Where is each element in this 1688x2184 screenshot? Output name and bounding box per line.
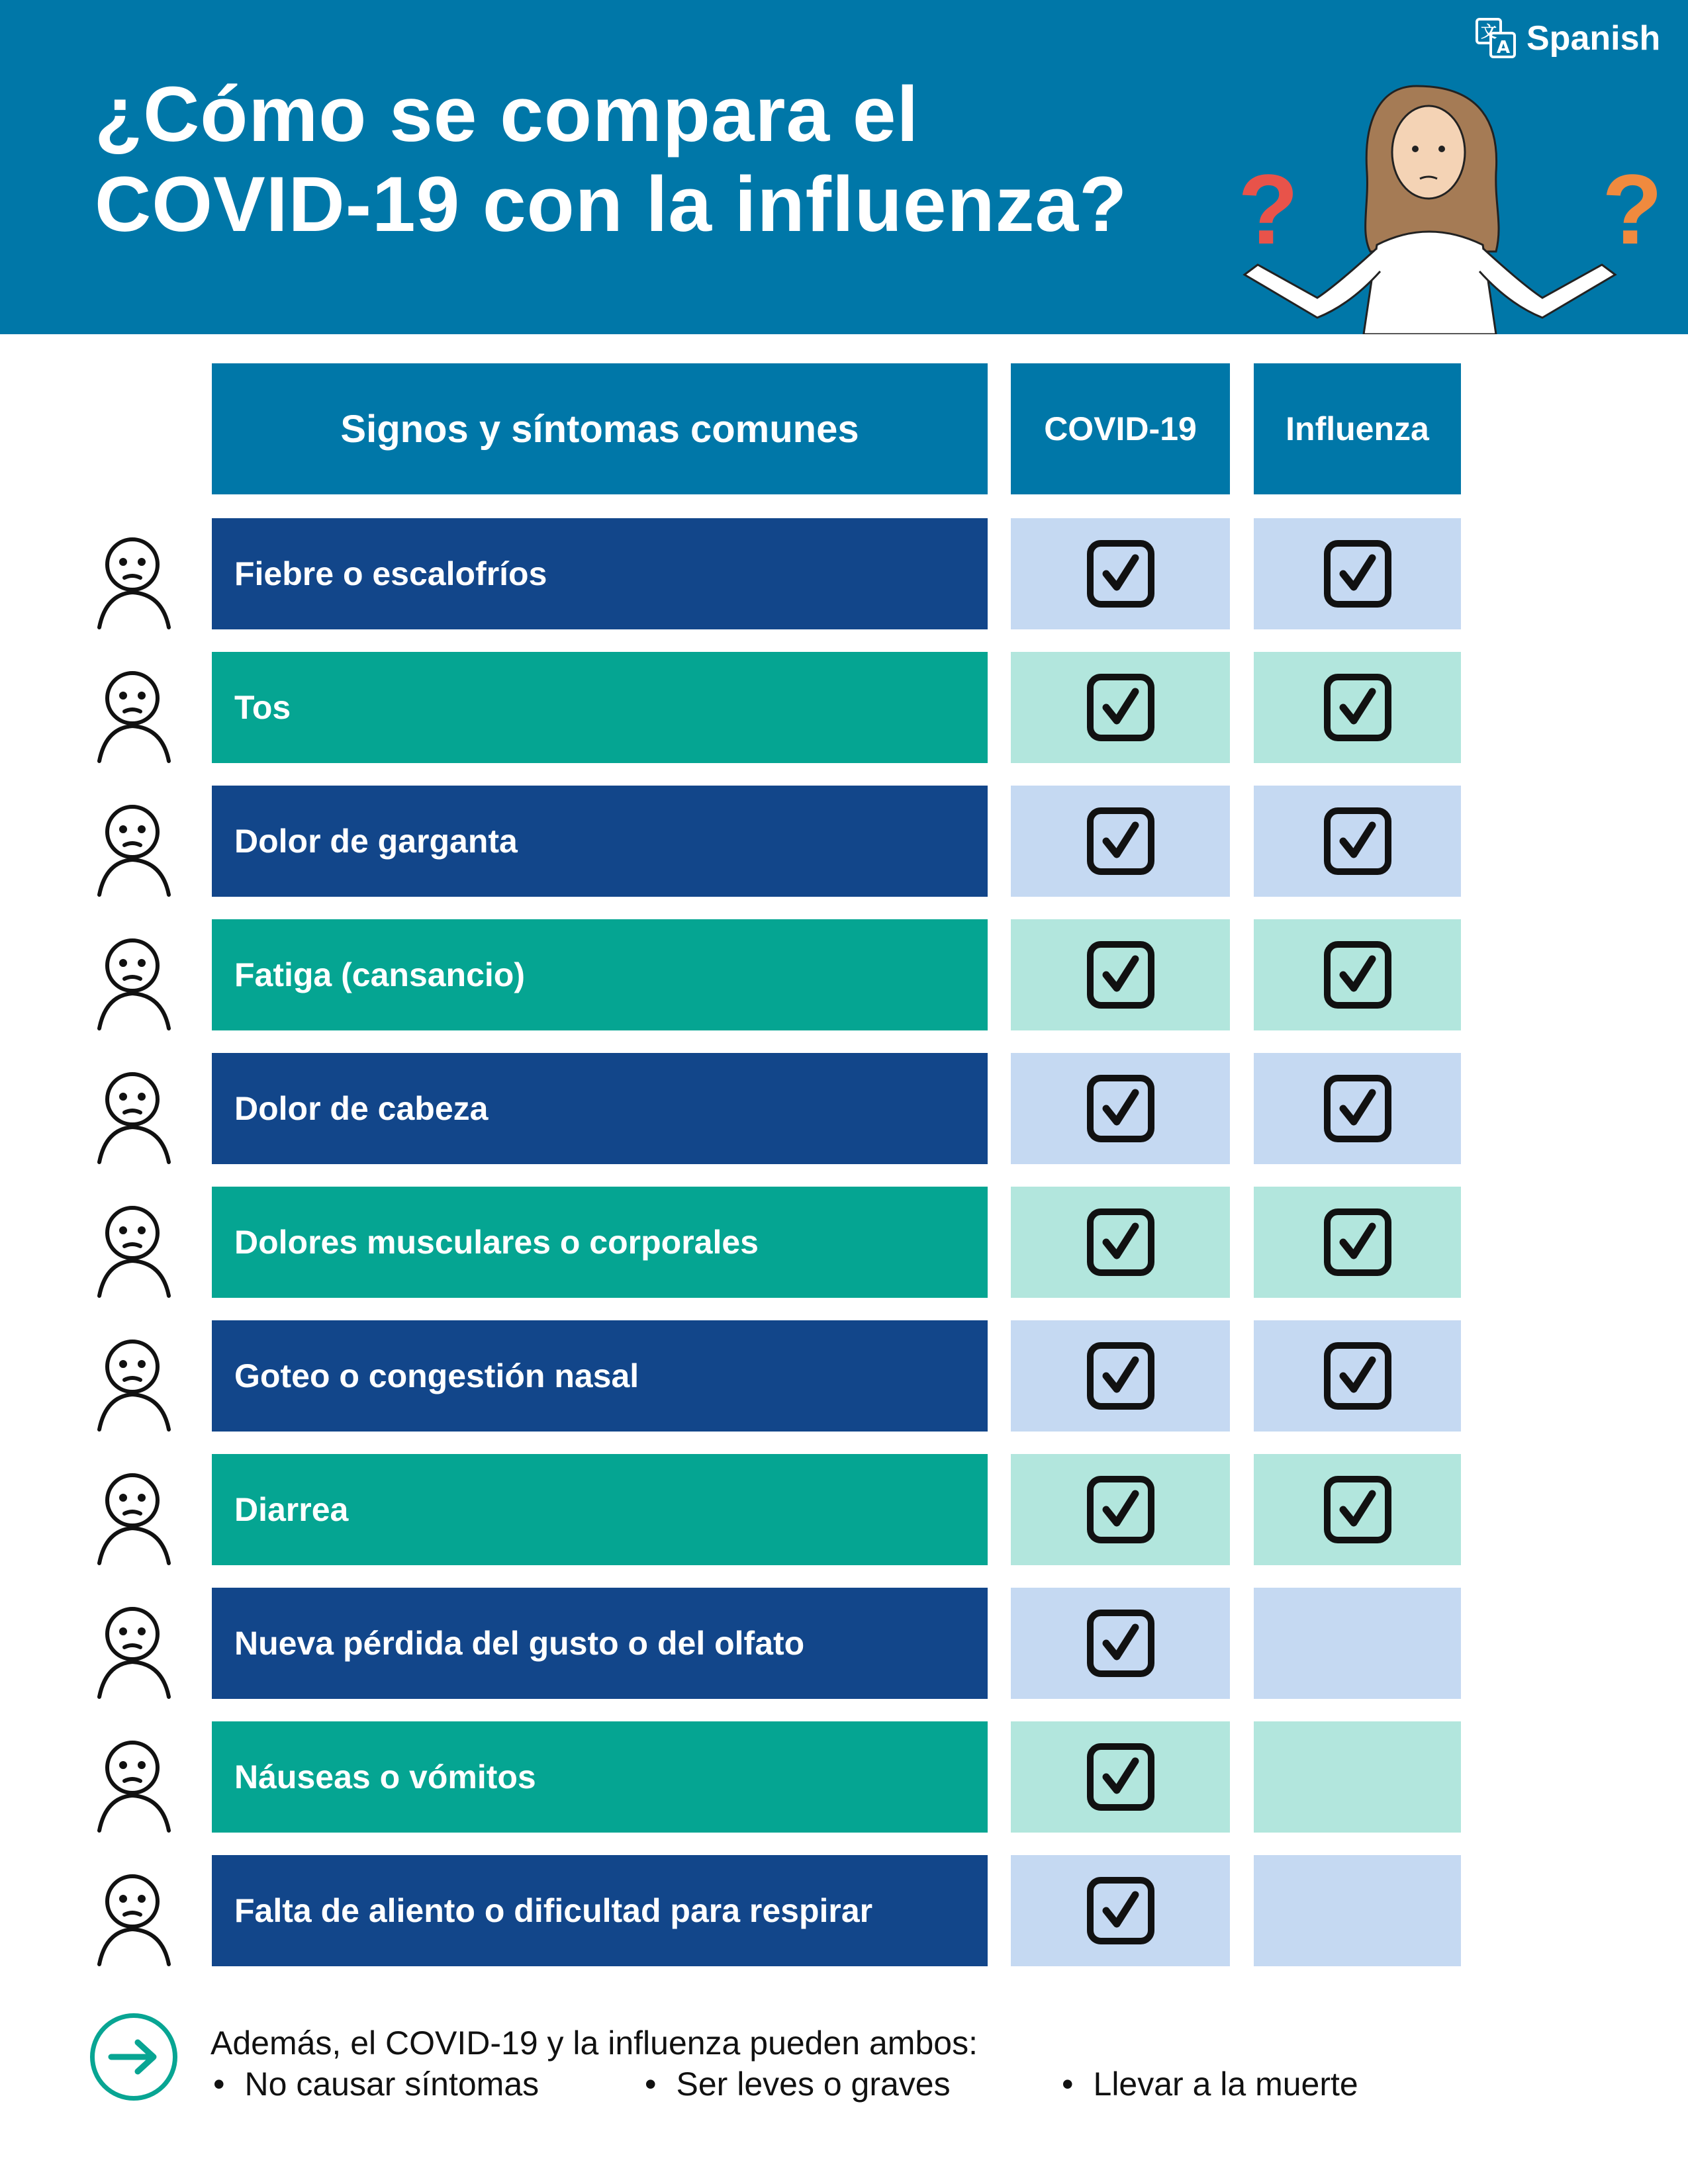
checkbox-checked-icon xyxy=(1323,1342,1392,1410)
symptom-label: Náuseas o vómitos xyxy=(212,1721,988,1833)
covid-cell xyxy=(1011,1187,1230,1298)
checkbox-checked-icon xyxy=(1086,673,1155,742)
footer-bullet: • Llevar a la muerte xyxy=(1062,2065,1358,2103)
checkbox-checked-icon xyxy=(1086,1876,1155,1945)
symptom-label: Dolor de garganta xyxy=(212,786,988,897)
column-header-symptoms: Signos y síntomas comunes xyxy=(212,363,988,494)
symptom-label: Fatiga (cansancio) xyxy=(212,919,988,1030)
checkbox-checked-icon xyxy=(1323,673,1392,742)
body-ache-icon xyxy=(79,1187,192,1299)
symptom-label: Dolor de cabeza xyxy=(212,1053,988,1164)
nose-tongue-icon xyxy=(79,1588,192,1700)
checkbox-checked-icon xyxy=(1086,940,1155,1009)
influenza-cell xyxy=(1254,652,1461,763)
checkbox-checked-icon xyxy=(1086,1609,1155,1678)
covid-cell xyxy=(1011,919,1230,1030)
symptom-label: Nueva pérdida del gusto o del olfato xyxy=(212,1588,988,1699)
influenza-cell xyxy=(1254,1187,1461,1298)
influenza-cell xyxy=(1254,786,1461,897)
sleeping-fatigue-icon xyxy=(79,919,192,1032)
headache-icon xyxy=(79,1053,192,1165)
influenza-cell xyxy=(1254,1588,1461,1699)
footer-bullet: • No causar síntomas xyxy=(213,2065,539,2103)
fever-thermometer-icon xyxy=(79,518,192,631)
cough-icon xyxy=(79,652,192,764)
checkbox-checked-icon xyxy=(1323,1074,1392,1143)
translate-icon xyxy=(1475,17,1517,60)
nausea-icon xyxy=(79,1721,192,1834)
shrugging-woman-illustration xyxy=(1218,73,1668,334)
footer-intro: Además, el COVID-19 y la influenza pueden ambos: xyxy=(211,2025,978,2062)
header-banner xyxy=(0,0,1688,334)
covid-cell xyxy=(1011,1855,1230,1966)
covid-cell xyxy=(1011,786,1230,897)
arrow-right-circle-icon xyxy=(90,2013,177,2101)
covid-cell xyxy=(1011,1588,1230,1699)
influenza-cell xyxy=(1254,1320,1461,1432)
column-header-covid: COVID-19 xyxy=(1011,363,1230,494)
language-selector[interactable]: 文 A Spanish xyxy=(1475,17,1660,60)
influenza-cell xyxy=(1254,1053,1461,1164)
covid-cell xyxy=(1011,1454,1230,1565)
checkbox-checked-icon xyxy=(1086,807,1155,876)
covid-cell xyxy=(1011,1053,1230,1164)
checkbox-checked-icon xyxy=(1323,807,1392,876)
checkbox-checked-icon xyxy=(1086,1074,1155,1143)
covid-cell xyxy=(1011,518,1230,629)
covid-cell xyxy=(1011,1320,1230,1432)
symptom-label: Goteo o congestión nasal xyxy=(212,1320,988,1432)
checkbox-checked-icon xyxy=(1323,1475,1392,1544)
svg-text:A: A xyxy=(1497,38,1511,58)
checkbox-checked-icon xyxy=(1086,539,1155,608)
covid-cell xyxy=(1011,1721,1230,1833)
runny-nose-icon xyxy=(79,1320,192,1433)
checkbox-checked-icon xyxy=(1086,1743,1155,1811)
symptom-label: Falta de aliento o dificultad para respirar xyxy=(212,1855,988,1966)
svg-text:文: 文 xyxy=(1481,23,1497,41)
sore-throat-icon xyxy=(79,786,192,898)
symptom-label: Tos xyxy=(212,652,988,763)
symptom-label: Diarrea xyxy=(212,1454,988,1565)
question-mark-left: ? xyxy=(1238,154,1299,265)
toilet-paper-icon xyxy=(79,1454,192,1567)
checkbox-checked-icon xyxy=(1086,1208,1155,1277)
influenza-cell xyxy=(1254,919,1461,1030)
checkbox-checked-icon xyxy=(1323,940,1392,1009)
covid-cell xyxy=(1011,652,1230,763)
checkbox-checked-icon xyxy=(1323,1208,1392,1277)
checkbox-checked-icon xyxy=(1086,1475,1155,1544)
influenza-cell xyxy=(1254,518,1461,629)
column-header-influenza: Influenza xyxy=(1254,363,1461,494)
symptom-label: Dolores musculares o corporales xyxy=(212,1187,988,1298)
question-mark-right: ? xyxy=(1602,154,1663,265)
page-title: ¿Cómo se compara el COVID-19 con la influenza? xyxy=(95,71,1128,248)
influenza-cell xyxy=(1254,1454,1461,1565)
footer-bullet: • Ser leves o graves xyxy=(645,2065,951,2103)
influenza-cell xyxy=(1254,1721,1461,1833)
checkbox-checked-icon xyxy=(1086,1342,1155,1410)
checkbox-checked-icon xyxy=(1323,539,1392,608)
symptom-label: Fiebre o escalofríos xyxy=(212,518,988,629)
influenza-cell xyxy=(1254,1855,1461,1966)
shortness-of-breath-icon xyxy=(79,1855,192,1968)
